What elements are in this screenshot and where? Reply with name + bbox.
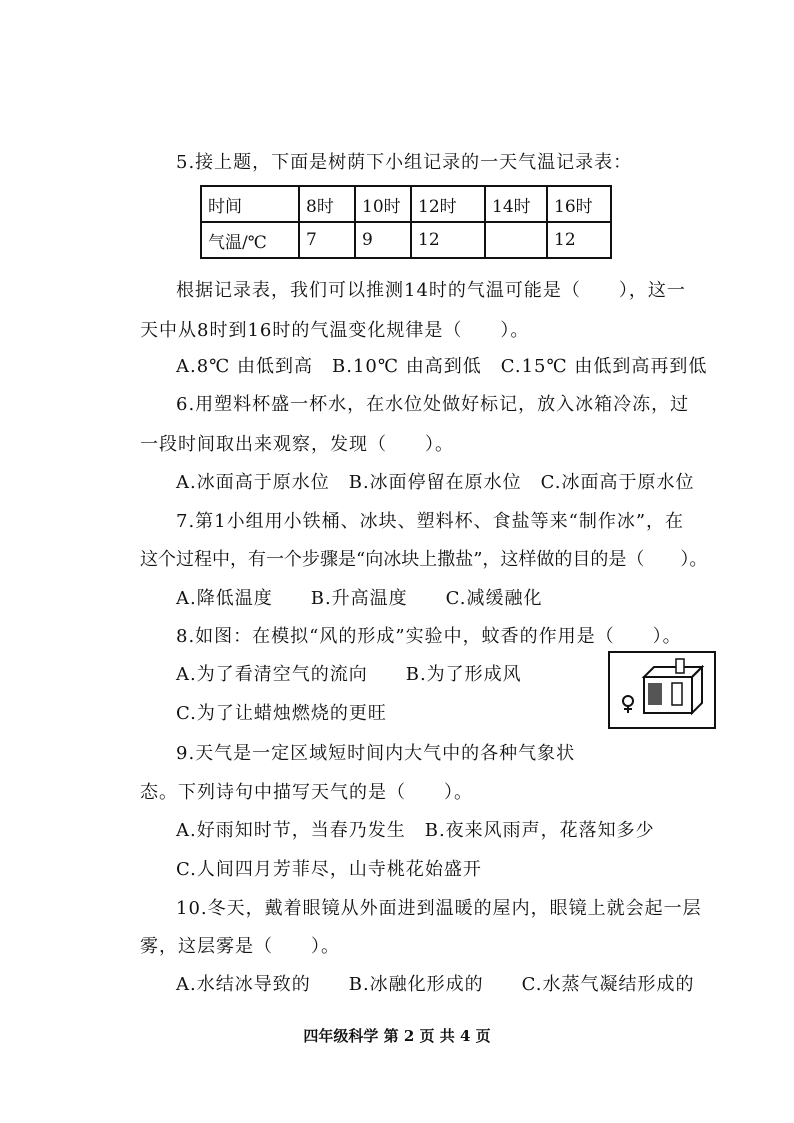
table-cell: 14时: [485, 186, 547, 222]
q7-options: A.降低温度 B.升高温度 C.减缓融化: [176, 588, 543, 609]
q10-line2: 雾，这层雾是（ ）。: [140, 936, 340, 957]
table-cell: 12时: [411, 186, 485, 222]
table-header-row: [201, 186, 611, 222]
table-cell: 16时: [547, 186, 611, 222]
q8-option-ab: A.为了看清空气的流向 B.为了形成风: [176, 664, 522, 685]
q6-line1: 6.用塑料杯盛一杯水，在水位处做好标记，放入冰箱冷冻，过: [176, 394, 690, 415]
q6-options: A.冰面高于原水位 B.冰面停留在原水位 C.冰面高于原水位: [176, 472, 695, 493]
table-cell: 12: [411, 222, 485, 258]
table-cell: [485, 222, 547, 258]
q5-stem: 5.接上题，下面是树荫下小组记录的一天气温记录表：: [176, 152, 633, 173]
q6-line2: 一段时间取出来观察，发现（ ）。: [140, 434, 454, 455]
q9-line1: 9.天气是一定区域短时间内大气中的各种气象状: [176, 743, 576, 764]
q5-text2: 天中从8时到16时的气温变化规律是（ ）。: [140, 320, 530, 341]
q8-option-c: C.为了让蜡烛燃烧的更旺: [176, 703, 387, 724]
table-row: [201, 222, 611, 258]
table-cell: 气温/℃: [201, 222, 299, 258]
temperature-table: [200, 185, 612, 259]
table-cell: 7: [299, 222, 355, 258]
q10-options: A.水结冰导致的 B.冰融化形成的 C.水蒸气凝结形成的: [176, 974, 695, 995]
q8-line1: 8.如图：在模拟“风的形成”实验中，蚊香的作用是（ ）。: [176, 626, 682, 647]
q9-line2: 态。下列诗句中描写天气的是（ ）。: [140, 782, 473, 803]
experiment-box-icon: [610, 653, 714, 727]
q7-line2: 这个过程中，有一个步骤是“向冰块上撒盐”，这样做的目的是（ ）。: [140, 549, 708, 570]
table-cell: 时间: [201, 186, 299, 222]
q10-line1: 10.冬天，戴着眼镜从外面进到温暖的屋内，眼镜上就会起一层: [176, 898, 702, 919]
table-cell: 12: [547, 222, 611, 258]
q5-options: A.8℃ 由低到高 B.10℃ 由高到低 C.15℃ 由低到高再到低: [176, 356, 708, 377]
q7-line1: 7.第1小组用小铁桶、冰块、塑料杯、食盐等来“制作冰”，在: [176, 511, 685, 532]
wind-experiment-figure: [608, 651, 716, 729]
q5-text1: 根据记录表，我们可以推测14时的气温可能是（ ），这一: [176, 280, 686, 301]
table-cell: 10时: [355, 186, 411, 222]
table-cell: 9: [355, 222, 411, 258]
q9-option-ab: A.好雨知时节，当春乃发生 B.夜来风雨声，花落知多少: [176, 820, 655, 841]
table-cell: 8时: [299, 186, 355, 222]
q9-option-c: C.人间四月芳菲尽，山寺桃花始盛开: [176, 859, 482, 880]
page-footer: 四年级科学 第 2 页 共 4 页: [303, 1027, 491, 1045]
